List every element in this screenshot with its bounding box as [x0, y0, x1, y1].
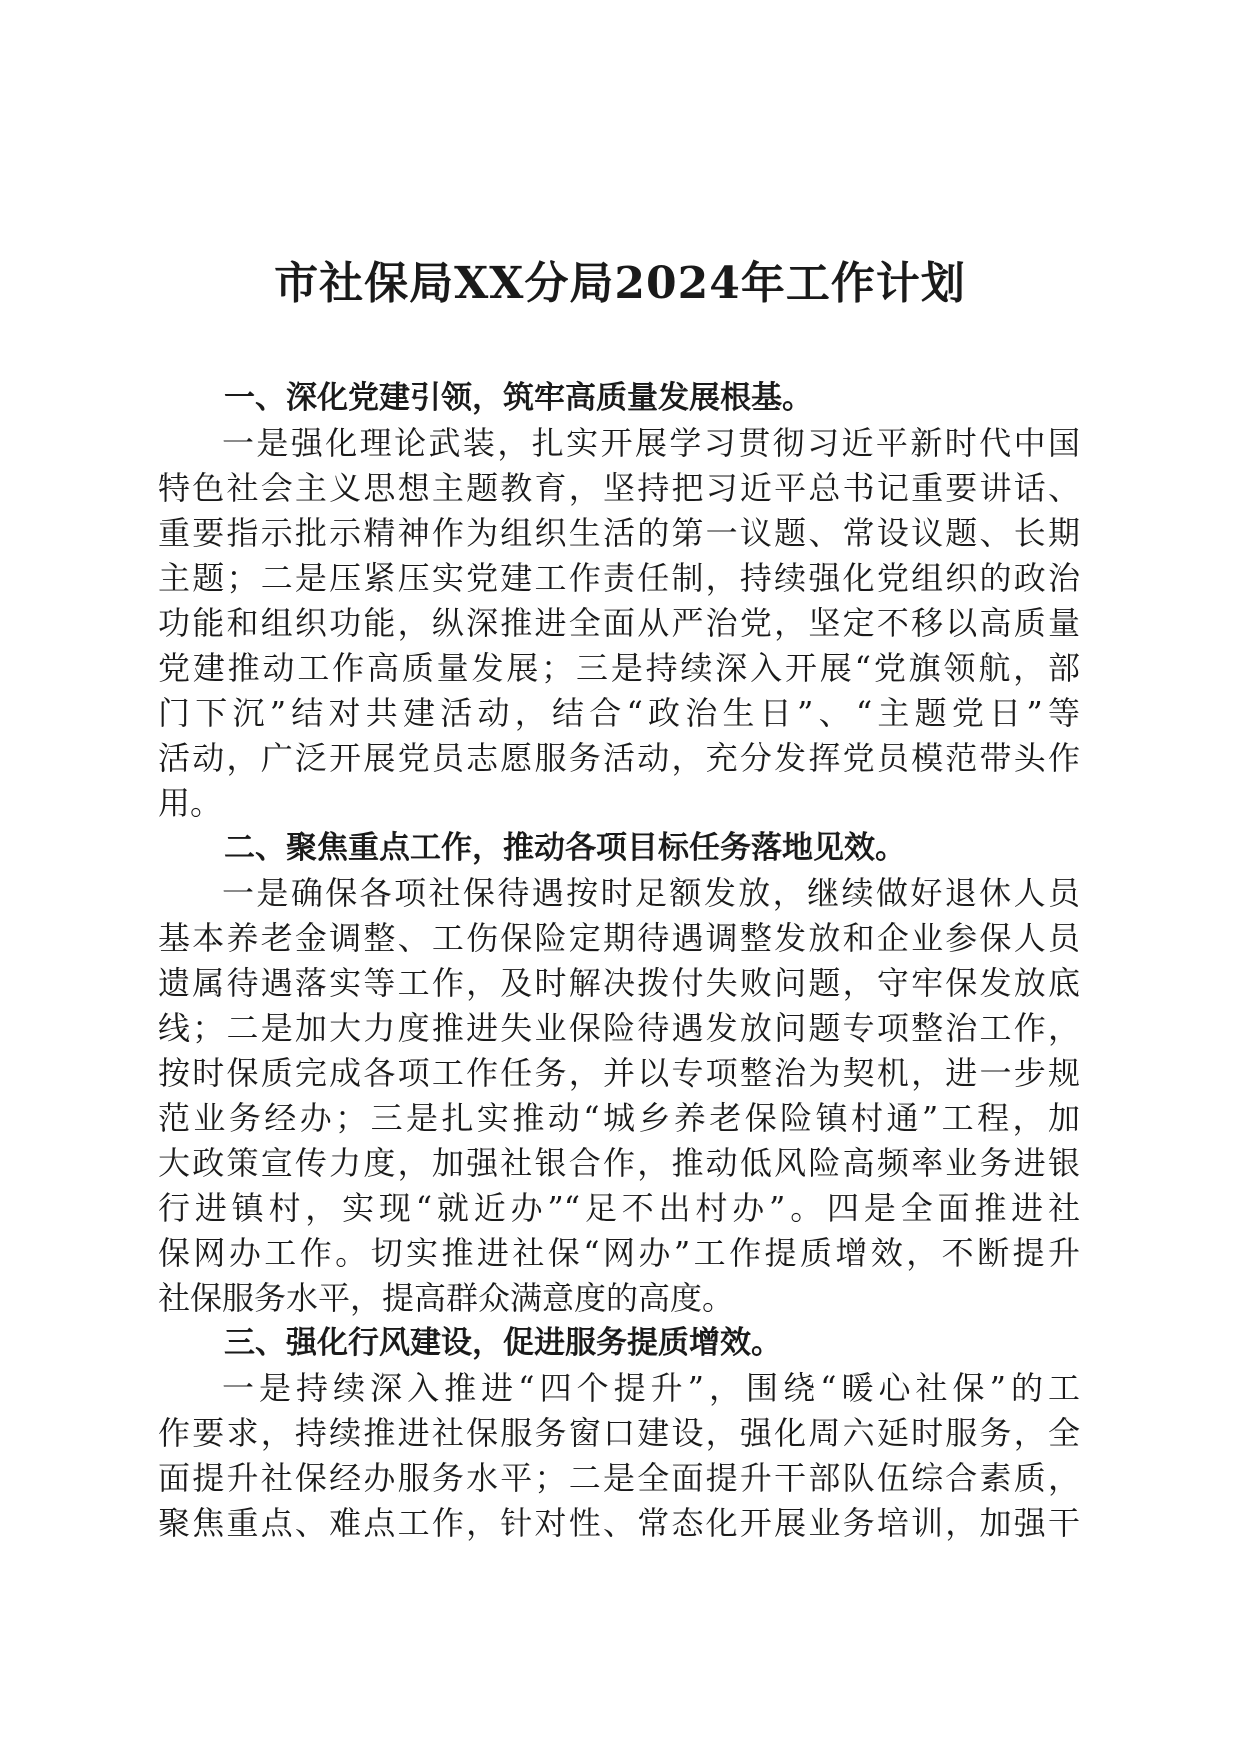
- section-service-style: [158, 1321, 1080, 1546]
- text-line: 线；二是加大力度推进失业保险待遇发放问题专项整治工作，: [158, 1009, 1080, 1047]
- section-key-work: [158, 826, 1080, 1321]
- text-line: 聚焦重点、难点工作，针对性、常态化开展业务培训，加强干: [158, 1504, 1080, 1542]
- text-line: 一是持续深入推进“四个提升”，围绕“暖心社保”的工: [222, 1369, 1080, 1407]
- text-line: 社保服务水平，提高群众满意度的高度。: [158, 1279, 735, 1317]
- text-line: 大政策宣传力度，加强社银合作，推动低风险高频率业务进银: [158, 1144, 1080, 1182]
- text-line: 活动，广泛开展党员志愿服务活动，充分发挥党员模范带头作: [158, 739, 1080, 777]
- text-line: 一是确保各项社保待遇按时足额发放，继续做好退休人员: [222, 874, 1080, 912]
- section-heading: 一、深化党建引领，筑牢高质量发展根基。: [224, 380, 813, 416]
- section-paragraph: [158, 421, 1080, 826]
- text-line: 用。: [158, 784, 223, 822]
- section-paragraph: [158, 1366, 1080, 1546]
- text-line: 门下沉”结对共建活动，结合“政治生日”、“主题党日”等: [158, 694, 1080, 732]
- text-line: 基本养老金调整、工伤保险定期待遇调整发放和企业参保人员: [158, 919, 1080, 957]
- text-line: 功能和组织功能，纵深推进全面从严治党，坚定不移以高质量: [158, 604, 1080, 642]
- section-heading: 二、聚焦重点工作，推动各项目标任务落地见效。: [224, 830, 906, 866]
- text-line: 范业务经办；三是扎实推动“城乡养老保险镇村通”工程，加: [158, 1099, 1080, 1137]
- text-line: 遗属待遇落实等工作，及时解决拨付失败问题，守牢保发放底: [158, 964, 1080, 1002]
- document-body: [158, 376, 1080, 1546]
- section-party-building: [158, 376, 1080, 826]
- section-paragraph: [158, 871, 1080, 1321]
- text-line: 面提升社保经办服务水平；二是全面提升干部队伍综合素质，: [158, 1459, 1080, 1497]
- text-line: 一是强化理论武装，扎实开展学习贯彻习近平新时代中国: [222, 424, 1080, 462]
- section-heading: 三、强化行风建设，促进服务提质增效。: [224, 1325, 782, 1361]
- document-title: 市社保局XX分局2024年工作计划: [274, 258, 966, 309]
- text-line: 特色社会主义思想主题教育，坚持把习近平总书记重要讲话、: [158, 469, 1080, 507]
- text-line: 党建推动工作高质量发展；三是持续深入开展“党旗领航，部: [158, 649, 1080, 687]
- text-line: 保网办工作。切实推进社保“网办”工作提质增效，不断提升: [158, 1234, 1080, 1272]
- text-line: 主题；二是压紧压实党建工作责任制，持续强化党组织的政治: [158, 559, 1080, 597]
- text-line: 行进镇村，实现“就近办”“足不出村办”。四是全面推进社: [158, 1189, 1080, 1227]
- text-line: 重要指示批示精神作为组织生活的第一议题、常设议题、长期: [158, 514, 1080, 552]
- text-line: 作要求，持续推进社保服务窗口建设，强化周六延时服务，全: [158, 1414, 1080, 1452]
- text-line: 按时保质完成各项工作任务，并以专项整治为契机，进一步规: [158, 1054, 1080, 1092]
